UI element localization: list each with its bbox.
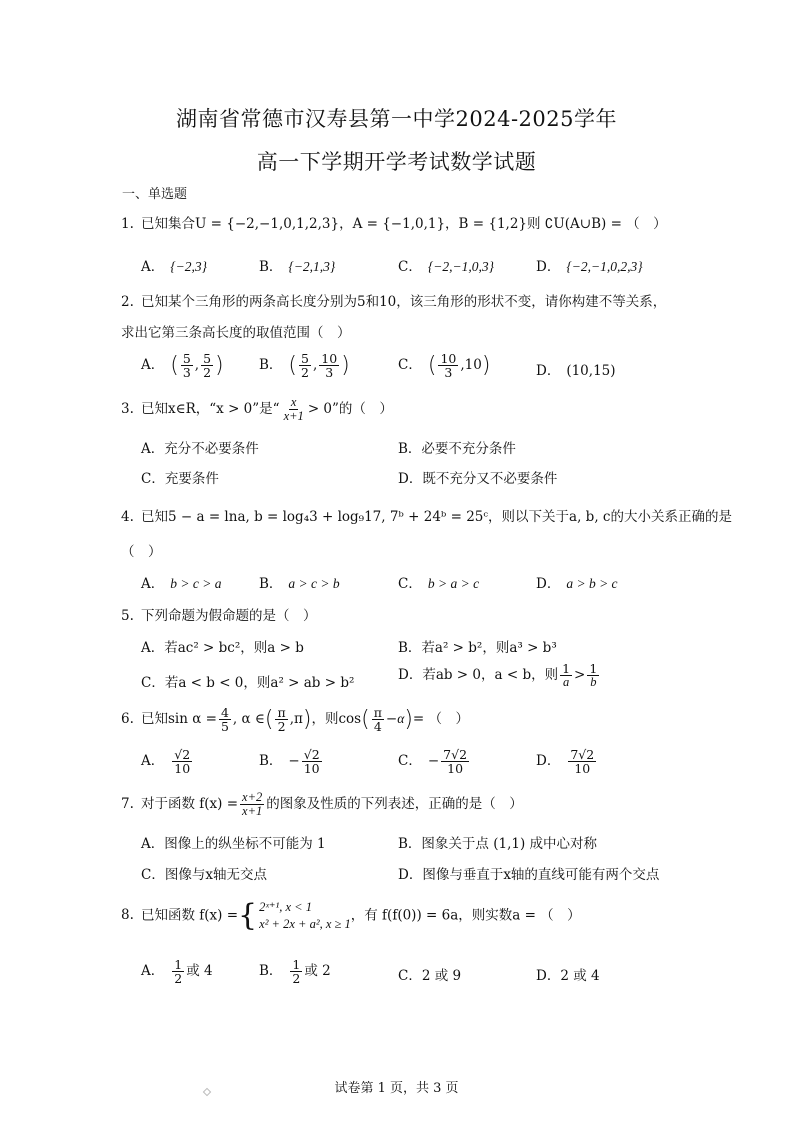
- option-2b: B． ( $\frac{5}{2}$ , $\frac{10}{3}$ ): [259, 351, 350, 381]
- option-8c: C．2 或 9: [398, 968, 462, 984]
- option-4c: C． b > a > c: [398, 576, 480, 592]
- option-4b: B． a > c > b: [259, 576, 340, 592]
- question-4: 4. 已知5 − a = lna, b = log₄3 + log₉17, 7ᵇ + 24ᵇ = 25ᶜ，则以下关于a, b, c的大小关系正确的是: [121, 509, 732, 525]
- option-8d: D．2 或 4: [536, 968, 600, 984]
- option-3a: A．充分不必要条件: [141, 441, 259, 457]
- title-line-2: 高一下学期开学考试数学试题: [256, 150, 537, 174]
- option-4d: D． a > b > c: [536, 576, 618, 592]
- option-6d: D． $\frac{7√2}{10}$: [536, 747, 595, 777]
- option-1c: C． {−2,−1,0,3}: [398, 259, 494, 275]
- option-8b: B． $\frac{1}{2}$ 或 2: [259, 957, 331, 987]
- option-1a: A． {−2,3}: [141, 259, 208, 275]
- question-2: 2. 已知某个三角形的两条高长度分别为5和10，该三角形的形状不变，请你构建不等关系，: [121, 294, 667, 310]
- option-5d: D．若ab > 0，a < b，则 $\frac{1}{a}$ > $\frac{1}{b}$: [398, 661, 598, 690]
- option-2d: D． (10,15): [536, 363, 616, 379]
- option-6a: A． $\frac{√2}{10}$: [141, 747, 191, 777]
- option-7c: C．图像与x轴无交点: [141, 867, 267, 883]
- option-7a: A．图像上的纵坐标不可能为 1: [141, 836, 326, 852]
- question-7: 7. 对于函数 f(x) = $\frac{x+2}{x+1}$ 的图象及性质的下列表述，正确的是（ ）: [121, 790, 523, 819]
- option-2a: A． ( $\frac{5}{3}$ , $\frac{5}{2}$ ): [141, 351, 224, 381]
- question-8: 8. 已知函数 f(x) ={ 2ˣ⁺¹, x < 1 x² + 2x + a², x ≥ 1 ，有 f(f(0)) = 6a，则实数a = （ ）: [121, 897, 581, 933]
- option-3d: D．既不充分又不必要条件: [398, 471, 558, 487]
- question-stem: 已知某个三角形的两条高长度分别为5和10，该三角形的形状不变，请你构建不等关系，: [141, 294, 667, 310]
- question-5: 5. 下列命题为假命题的是（ ）: [121, 608, 317, 624]
- option-6b: B． − $\frac{√2}{10}$: [259, 747, 320, 777]
- option-7b: B．图象关于点 (1,1) 成中心对称: [398, 836, 598, 852]
- option-5c: C．若a < b < 0，则a² > ab > b²: [141, 675, 355, 691]
- option-5a: A．若ac² > bc²，则a > b: [141, 640, 304, 656]
- option-5b: B．若a² > b²，则a³ > b³: [398, 640, 557, 656]
- option-1b: B． {−2,1,3}: [259, 259, 336, 275]
- question-stem: 已知集合U = {−2,−1,0,1,2,3}，A = {−1,0,1}，B = {1,2}则 ∁U(A∪B) = （ ）: [141, 216, 667, 232]
- question-2-cont: 求出它第三条高长度的取值范围（ ）: [121, 325, 351, 341]
- option-1d: D． {−2,−1,0,2,3}: [536, 259, 643, 275]
- question-3: 3. 已知x∈R，“x > 0”是“ $\frac{x}{x+1}$ > 0”的（ ）: [121, 395, 393, 424]
- option-6c: C． − $\frac{7√2}{10}$: [398, 747, 468, 777]
- question-number: 1.: [121, 216, 134, 232]
- option-7d: D．图像与垂直于x轴的直线可能有两个交点: [398, 867, 660, 883]
- option-3c: C．充要条件: [141, 471, 219, 487]
- question-4-cont: （ ）: [121, 544, 162, 560]
- section-heading: 一、单选题: [122, 187, 188, 202]
- page-footer: 试卷第 1 页，共 3 页: [334, 1081, 459, 1096]
- title-line-1: 湖南省常德市汉寿县第一中学2024-2025学年: [176, 107, 617, 131]
- option-2c: C． ( $\frac{10}{3}$ ,10): [398, 351, 491, 381]
- question-1: [121, 212, 667, 232]
- question-6: 6. 已知sin α = $\frac{4}{5}$ , α ∈( $\frac{\pi}{2}$ ,π)，则cos( $\frac{\pi}{4}$ −α)= （ ）: [121, 705, 470, 735]
- option-3b: B．必要不充分条件: [398, 441, 516, 457]
- option-8a: A． $\frac{1}{2}$ 或 4: [141, 957, 213, 987]
- option-4a: A． b > c > a: [141, 576, 222, 592]
